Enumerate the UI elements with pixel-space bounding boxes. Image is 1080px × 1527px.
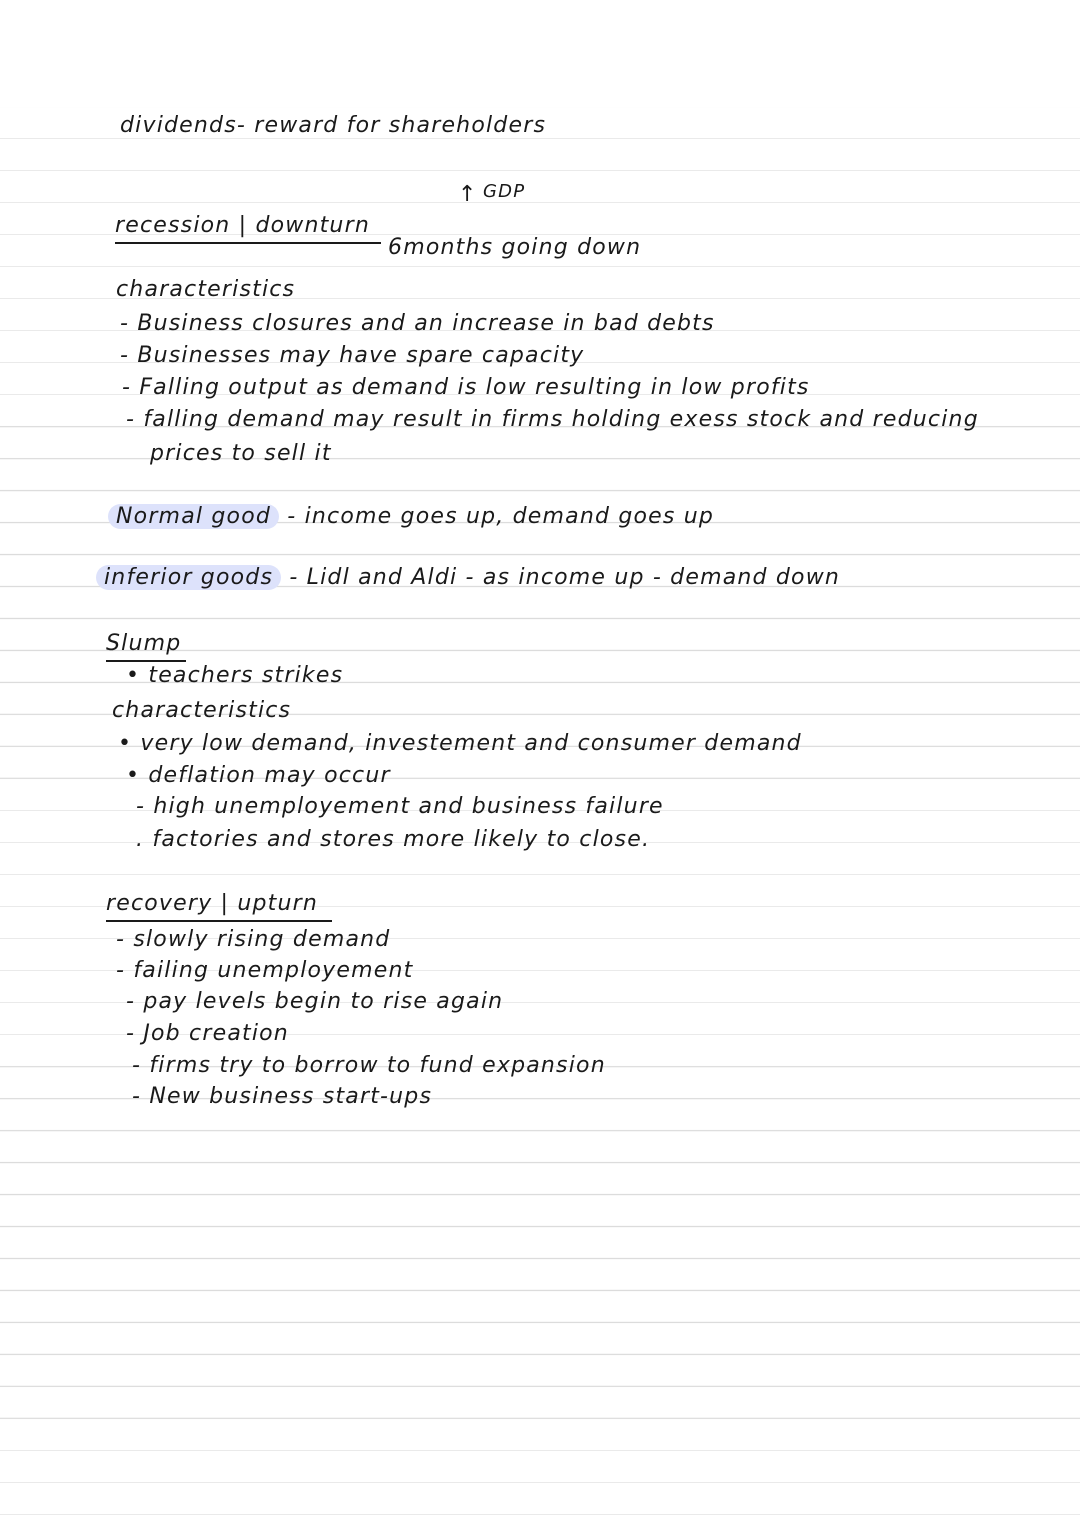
- recession-point: - Business closures and an increase in bad debts: [120, 311, 715, 336]
- slump-point: • very low demand, investement and consumer demand: [118, 731, 802, 756]
- recovery-heading: recovery | upturn: [106, 890, 332, 922]
- recession-point: - Businesses may have spare capacity: [120, 343, 585, 368]
- inferior-goods-definition: - Lidl and Aldi - as income up - demand down: [289, 565, 841, 590]
- normal-good-term: Normal good: [108, 504, 279, 529]
- up-arrow-icon: ↑: [458, 182, 477, 207]
- slump-heading: Slump: [106, 630, 186, 662]
- recovery-point: - firms try to borrow to fund expansion: [132, 1053, 606, 1078]
- inferior-goods-term: inferior goods: [96, 565, 281, 590]
- gdp-label: GDP: [483, 181, 526, 202]
- recovery-point: - Job creation: [126, 1021, 289, 1046]
- slump-characteristics-heading: characteristics: [112, 698, 292, 723]
- recovery-point: - pay levels begin to rise again: [126, 989, 504, 1014]
- recovery-point: - failing unemployement: [116, 958, 414, 983]
- normal-good-definition: - income goes up, demand goes up: [287, 504, 715, 529]
- recovery-point: - slowly rising demand: [116, 927, 391, 952]
- inferior-goods-row: [96, 564, 840, 592]
- slump-point: . factories and stores more likely to close.: [136, 827, 651, 852]
- recession-point: prices to sell it: [150, 441, 332, 466]
- slump-point: • deflation may occur: [126, 763, 391, 788]
- dividends-note: dividends- reward for shareholders: [120, 113, 547, 138]
- recession-point: - falling demand may result in firms holding exess stock and reducing: [126, 407, 979, 432]
- slump-note: • teachers strikes: [126, 663, 344, 688]
- page-top-margin: [0, 0, 1080, 107]
- recession-point: - Falling output as demand is low resulting in low profits: [122, 375, 810, 400]
- slump-point: - high unemployement and business failure: [136, 794, 664, 819]
- recession-heading: recession | downturn: [115, 212, 381, 244]
- six-months-note: 6months going down: [388, 235, 642, 260]
- recovery-point: - New business start-ups: [132, 1084, 433, 1109]
- recession-characteristics-heading: characteristics: [116, 277, 296, 302]
- normal-good-row: [108, 503, 714, 531]
